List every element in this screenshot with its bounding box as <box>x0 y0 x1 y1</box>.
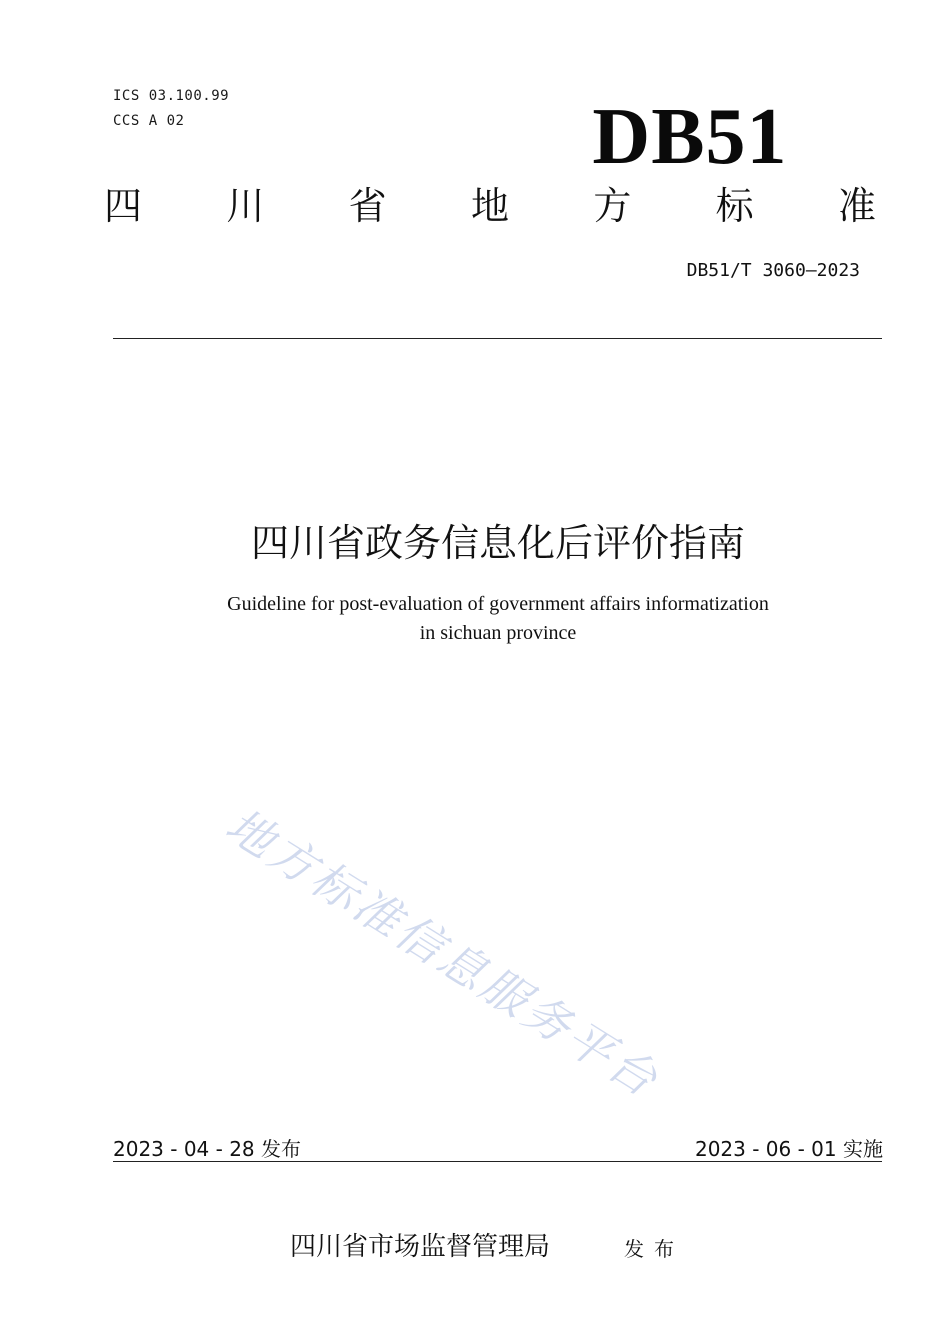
standard-type-char: 四 <box>104 184 143 228</box>
standard-number: DB51/T 3060—2023 <box>686 260 860 281</box>
bottom-divider <box>113 1161 882 1162</box>
implementation-date: 2023 - 06 - 01 实施 <box>694 1137 883 1161</box>
document-title-chinese: 四川省政务信息化后评价指南 <box>250 521 745 565</box>
english-title-line-1: Guideline for post-evaluation of government affairs informatization <box>227 593 769 615</box>
ics-code: ICS 03.100.99 <box>113 88 230 104</box>
standard-type-char: 准 <box>837 184 876 228</box>
publisher-name: 四川省市场监督管理局 <box>290 1232 551 1262</box>
issue-date: 2023 - 04 - 28 发布 <box>113 1137 302 1161</box>
publish-label: 发布 <box>624 1237 684 1261</box>
standard-type-char: 方 <box>593 184 632 228</box>
watermark: 地方标准信息服务平台 <box>216 797 670 1109</box>
english-title-line-2: in sichuan province <box>419 622 577 644</box>
document-title-english <box>0 590 950 648</box>
top-divider <box>113 338 882 339</box>
standard-type-heading <box>104 180 876 232</box>
standard-type-char: 省 <box>348 184 387 228</box>
ccs-code: CCS A 02 <box>113 113 185 129</box>
standard-type-char: 标 <box>715 184 754 228</box>
standard-type-char: 川 <box>226 184 265 228</box>
standard-type-char: 地 <box>470 184 509 228</box>
db51-logo: DB51 <box>592 93 788 181</box>
